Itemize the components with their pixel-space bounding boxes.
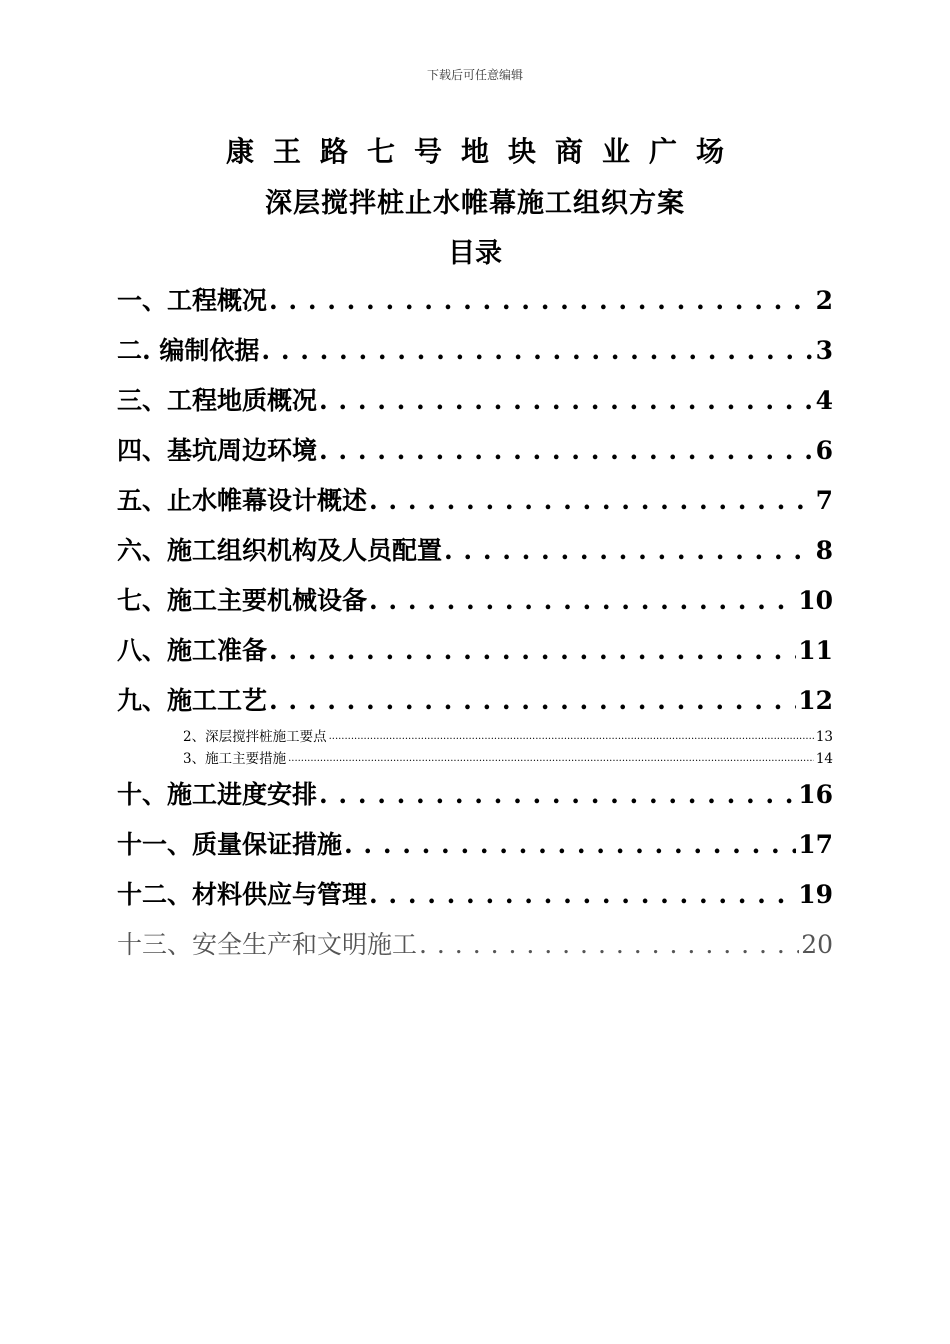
toc-entry-page: 10	[798, 586, 833, 615]
toc-entry[interactable]	[117, 770, 833, 820]
toc-subentry-label: 2、深层搅拌桩施工要点	[183, 729, 327, 745]
toc-entry-label: 一、工程概况	[117, 286, 268, 315]
toc-entry[interactable]	[117, 326, 833, 376]
toc-heading: 目录	[448, 238, 502, 269]
table-of-contents	[117, 276, 833, 970]
toc-subentry[interactable]	[117, 726, 833, 748]
toc-entry-page: 6	[815, 436, 833, 465]
toc-leader-dots	[288, 746, 814, 770]
toc-entry-label: 五、止水帷幕设计概述	[117, 486, 368, 515]
toc-subentry[interactable]	[117, 748, 833, 770]
toc-subentry-page: 13	[815, 729, 833, 745]
header-note: 下载后可任意编辑	[426, 68, 523, 82]
toc-leader-dots	[344, 820, 796, 870]
toc-entry-page: 17	[798, 830, 833, 859]
toc-entry-page: 19	[798, 880, 833, 909]
toc-entry-page: 16	[798, 780, 833, 809]
toc-entry-label: 四、基坑周边环境	[117, 436, 318, 465]
toc-entry[interactable]	[117, 920, 833, 970]
toc-entry-label: 七、施工主要机械设备	[117, 586, 368, 615]
toc-entry[interactable]	[117, 676, 833, 726]
toc-leader-dots	[444, 526, 814, 576]
toc-entry[interactable]	[117, 626, 833, 676]
toc-leader-dots	[319, 426, 814, 476]
toc-leader-dots	[261, 326, 813, 376]
toc-entry-page: 4	[815, 386, 833, 415]
toc-entry-label: 八、施工准备	[117, 636, 268, 665]
toc-entry[interactable]	[117, 476, 833, 526]
toc-entry[interactable]	[117, 870, 833, 920]
toc-entry-label: 三、工程地质概况	[117, 386, 318, 415]
toc-entry-page: 8	[815, 536, 833, 565]
toc-entry-page: 11	[798, 636, 833, 665]
toc-entry-label: 十、施工进度安排	[117, 780, 318, 809]
toc-leader-dots	[369, 476, 814, 526]
toc-entry[interactable]	[117, 376, 833, 426]
toc-subentry-label: 3、施工主要措施	[183, 751, 287, 767]
toc-entry-label: 六、施工组织机构及人员配置	[117, 536, 443, 565]
toc-subentry-page: 14	[815, 751, 833, 767]
toc-leader-dots	[329, 724, 814, 748]
toc-leader-dots	[419, 920, 799, 970]
toc-entry-page: 20	[801, 930, 833, 959]
toc-entry[interactable]	[117, 426, 833, 476]
toc-leader-dots	[269, 676, 796, 726]
toc-entry[interactable]	[117, 576, 833, 626]
toc-entry-label: 十一、质量保证措施	[117, 830, 343, 859]
toc-entry-page: 7	[815, 486, 833, 515]
toc-entry-page: 3	[815, 336, 833, 365]
toc-entry[interactable]	[117, 276, 833, 326]
document-title-plan: 深层搅拌桩止水帷幕施工组织方案	[265, 188, 685, 219]
toc-entry-label: 十三、安全生产和文明施工	[117, 930, 418, 959]
toc-entry[interactable]	[117, 820, 833, 870]
toc-entry-label: 二. 编制依据	[117, 336, 260, 365]
toc-leader-dots	[269, 626, 796, 676]
toc-leader-dots	[319, 376, 814, 426]
document-title-project: 康王路七号地块商业广场	[225, 135, 743, 168]
toc-entry-page: 12	[798, 686, 833, 715]
toc-entry[interactable]	[117, 526, 833, 576]
toc-entry-label: 十二、材料供应与管理	[117, 880, 368, 909]
toc-entry-page: 2	[815, 286, 833, 315]
toc-entry-label: 九、施工工艺	[117, 686, 268, 715]
toc-leader-dots	[319, 770, 796, 820]
toc-leader-dots	[369, 576, 796, 626]
toc-leader-dots	[269, 276, 814, 326]
toc-leader-dots	[369, 870, 796, 920]
